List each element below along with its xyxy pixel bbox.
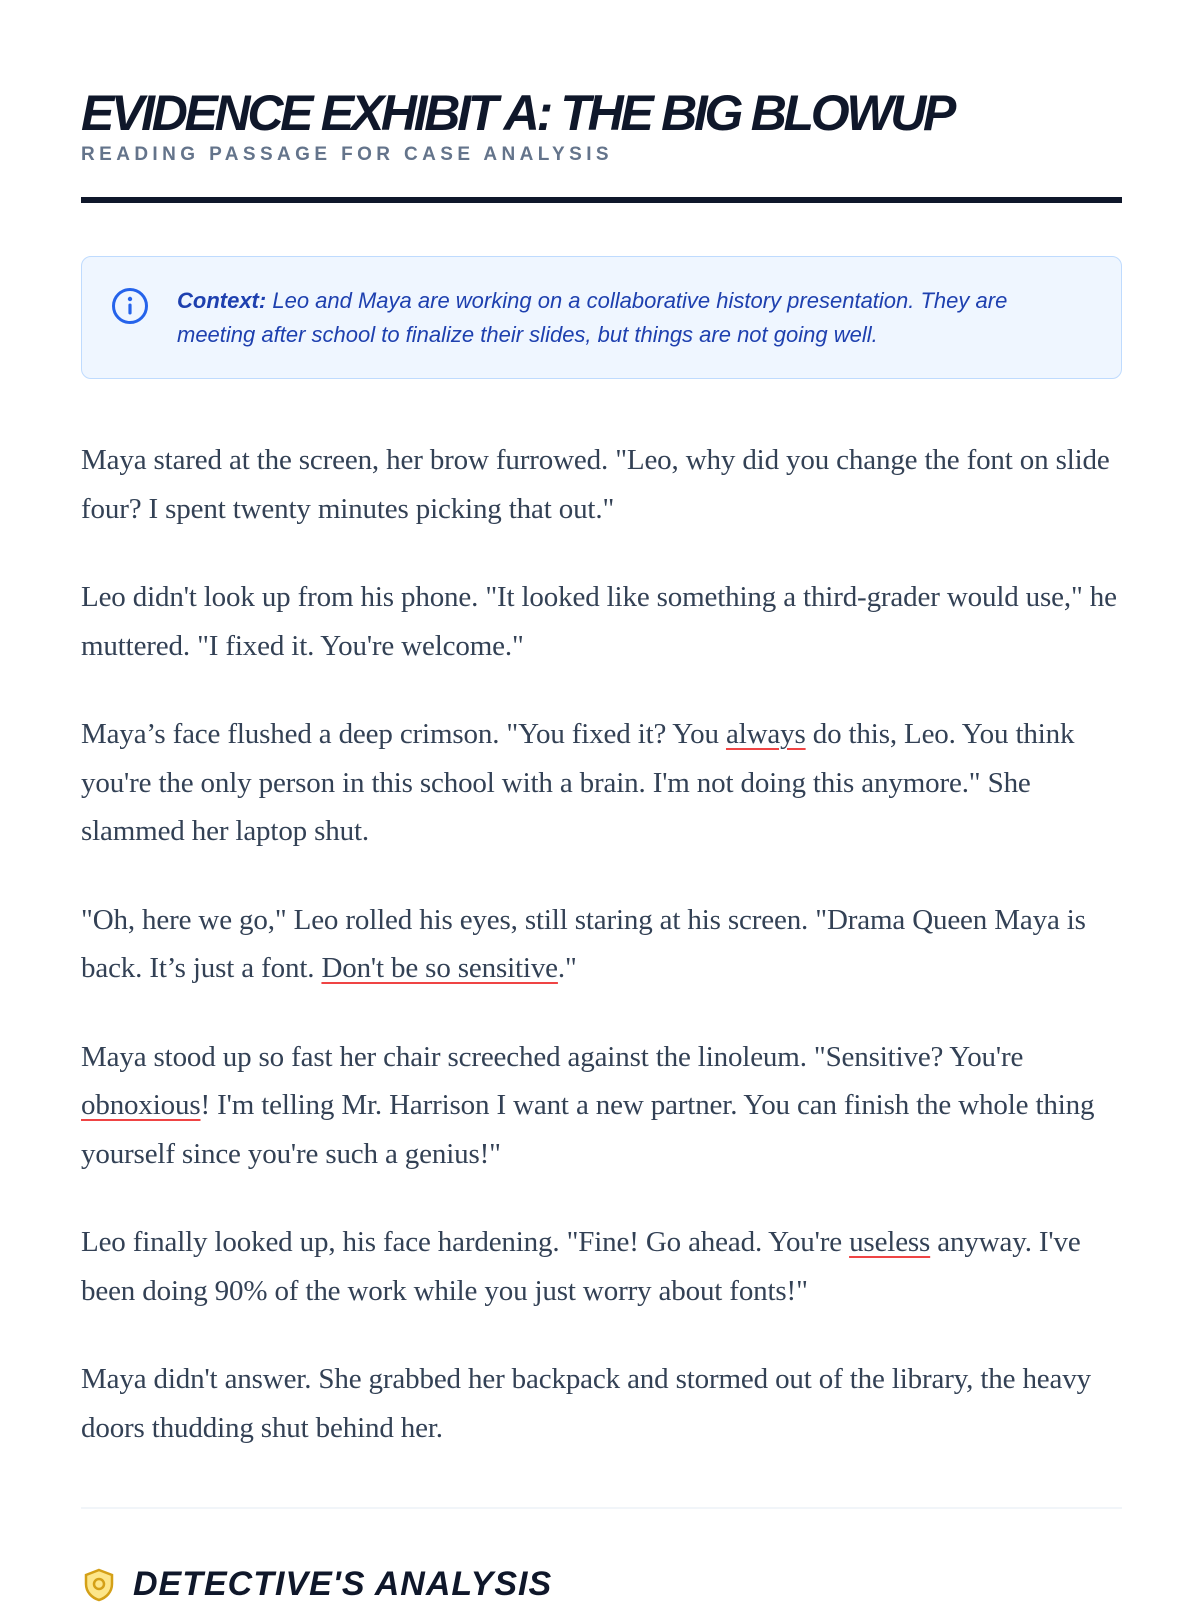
paragraph-text: Maya stood up so fast her chair screeched against the linoleum. "Sensitive? You're bbox=[81, 1040, 1024, 1073]
analysis-heading-text: DETECTIVE'S ANALYSIS bbox=[133, 1565, 553, 1603]
context-callout bbox=[81, 256, 1122, 379]
story-paragraph-6 bbox=[81, 1218, 1122, 1315]
context-label: Context: bbox=[177, 288, 267, 313]
page-title: EVIDENCE EXHIBIT A: THE BIG BLOWUP bbox=[81, 85, 954, 141]
paragraph-text: "Oh, here we go," Leo rolled his eyes, still staring at his screen. "Drama Queen Maya is back. It’s just a font. bbox=[81, 903, 1086, 984]
info-icon bbox=[110, 286, 150, 326]
story-paragraph-1: Maya stared at the screen, her brow furrowed. "Leo, why did you change the font on slide four? I spent twenty minutes picking that out." bbox=[81, 444, 1110, 525]
story-paragraph-2: Leo didn't look up from his phone. "It looked like something a third-grader would use," he muttered. "I fixed it. You're welcome." bbox=[81, 581, 1117, 662]
highlighted-word-useless: useless bbox=[849, 1226, 931, 1258]
context-text bbox=[177, 284, 1085, 352]
highlighted-phrase-dont-be-so-sensitive: Don't be so sensitive bbox=[321, 952, 558, 984]
paragraph-text: do this, Leo. You think you're the only person in this school with a brain. I'm not doing this anymore." She slammed her laptop shut. bbox=[81, 718, 1075, 847]
story-passage bbox=[81, 436, 1122, 1452]
section-divider bbox=[81, 1507, 1122, 1509]
title-rule bbox=[81, 197, 1122, 203]
paragraph-text: Leo finally looked up, his face hardening. "Fine! Go ahead. You're bbox=[81, 1226, 850, 1258]
highlighted-word-always: always bbox=[725, 718, 806, 750]
analysis-heading bbox=[81, 1565, 1122, 1604]
story-paragraph-4 bbox=[81, 896, 1122, 993]
story-paragraph-5 bbox=[81, 1033, 1122, 1179]
highlighted-word-obnoxious: obnoxious bbox=[81, 1089, 201, 1121]
paragraph-text: ." bbox=[557, 952, 577, 984]
paragraph-text: Maya’s face flushed a deep crimson. "You fixed it? You bbox=[81, 718, 726, 750]
paragraph-text: anyway. I've been doing 90% of the work while you just worry about fonts!" bbox=[81, 1226, 1081, 1307]
context-body: Leo and Maya are working on a collaborative history presentation. They are meeting after school to finalize their slides, but things are not going well. bbox=[177, 288, 1008, 347]
story-paragraph-7: Maya didn't answer. She grabbed her backpack and stormed out of the library, the heavy doors thudding shut behind her. bbox=[81, 1363, 1091, 1444]
page bbox=[81, 0, 1122, 1604]
page-subtitle: READING PASSAGE FOR CASE ANALYSIS bbox=[81, 144, 613, 165]
story-paragraph-3 bbox=[81, 710, 1122, 856]
detective-badge-icon bbox=[81, 1567, 117, 1603]
paragraph-text: ! I'm telling Mr. Harrison I want a new partner. You can finish the whole thing yourself since you're such a genius!" bbox=[81, 1089, 1095, 1170]
